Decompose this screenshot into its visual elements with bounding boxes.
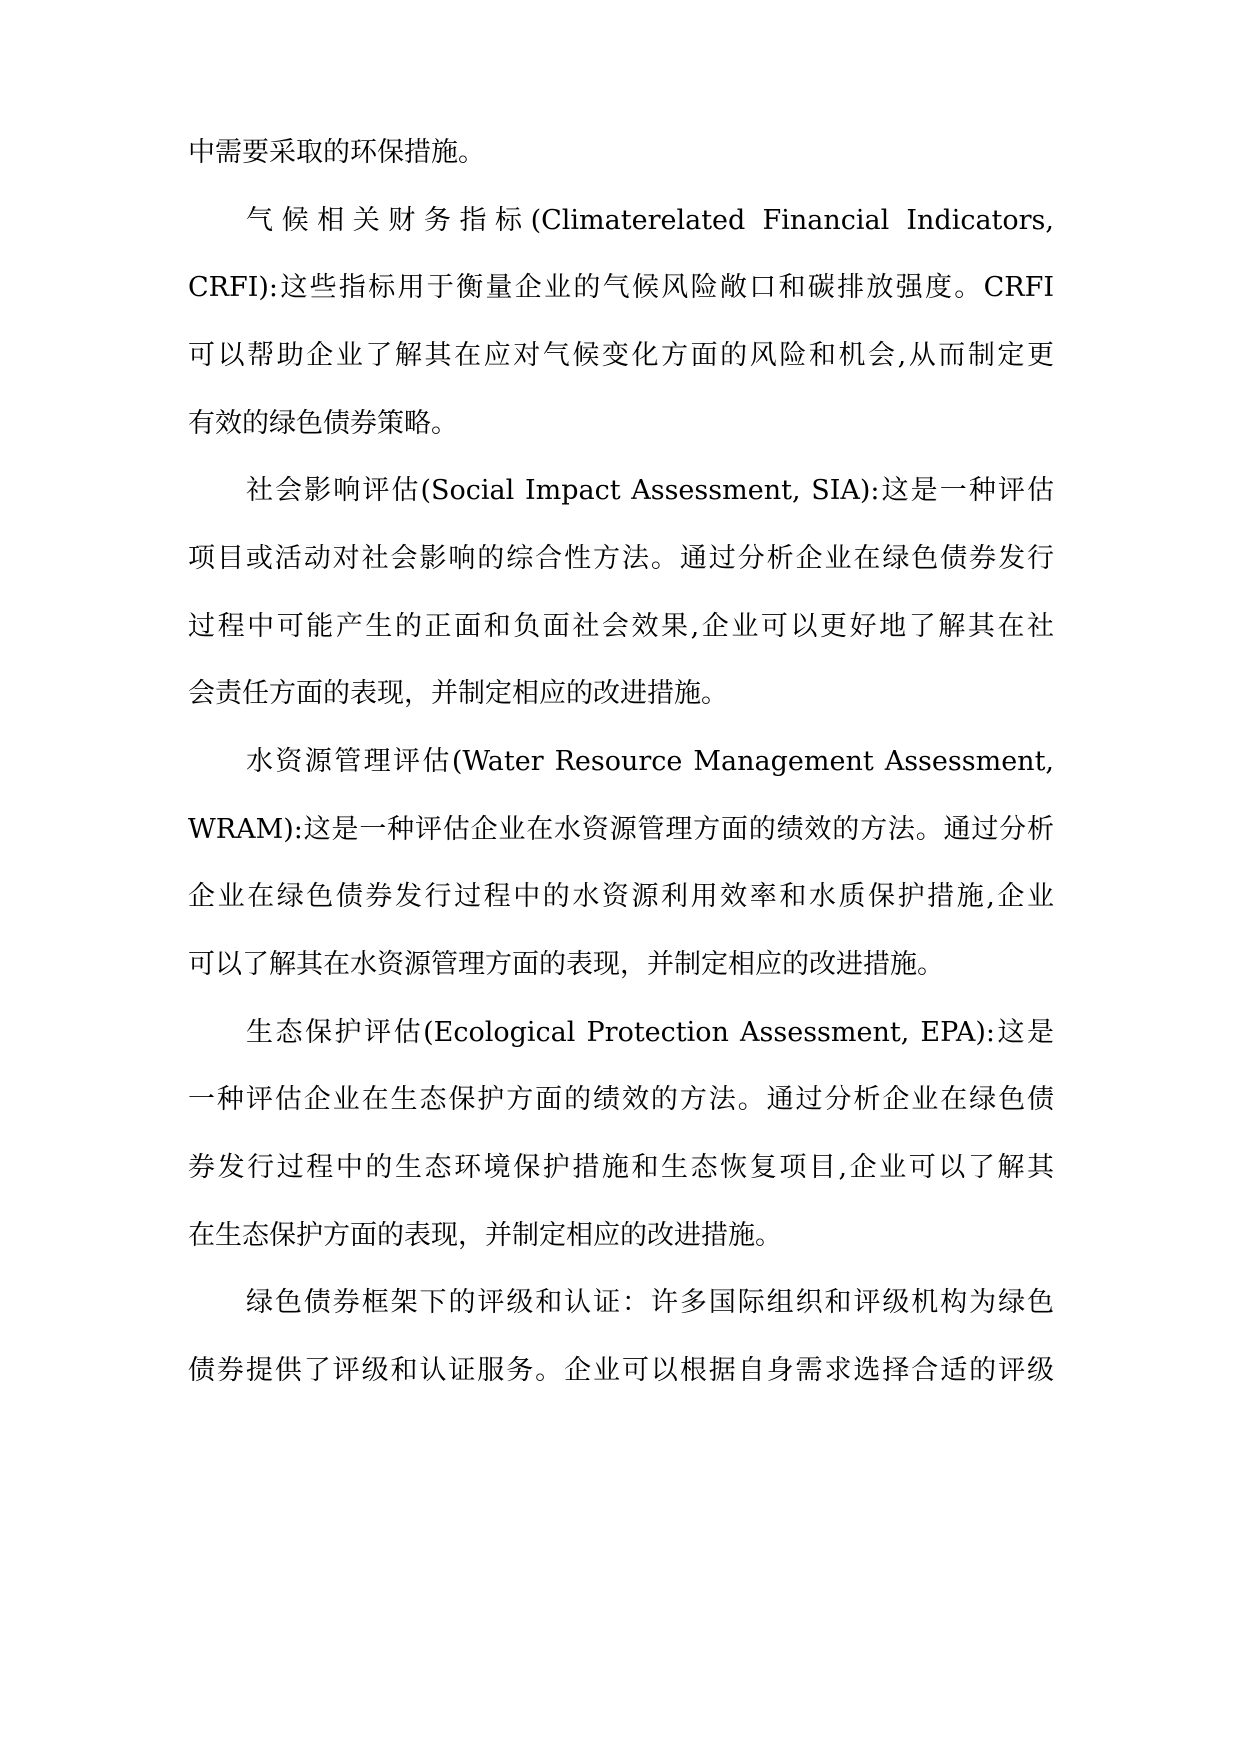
text-line: 生态保护评估(Ecological Protection Assessment, EPA):这是 bbox=[246, 1017, 1054, 1048]
text-line: 会责任方面的表现，并制定相应的改进措施。 bbox=[188, 678, 728, 709]
text-line: 有效的绿色债券策略。 bbox=[188, 408, 458, 439]
text-line: 过程中可能产生的正面和负面社会效果,企业可以更好地了解其在社 bbox=[188, 611, 1054, 642]
text-line: 可以帮助企业了解其在应对气候变化方面的风险和机会,从而制定更 bbox=[188, 340, 1054, 371]
text-line: 水资源管理评估(Water Resource Management Assessment, bbox=[246, 746, 1054, 777]
text-line: 企业在绿色债券发行过程中的水资源利用效率和水质保护措施,企业 bbox=[188, 881, 1054, 912]
text-line: 在生态保护方面的表现，并制定相应的改进措施。 bbox=[188, 1220, 782, 1251]
text-line: CRFI):这些指标用于衡量企业的气候风险敞口和碳排放强度。CRFI bbox=[188, 272, 1054, 303]
text-line: 债券提供了评级和认证服务。企业可以根据自身需求选择合适的评级 bbox=[188, 1355, 1054, 1386]
text-line: 社会影响评估(Social Impact Assessment, SIA):这是一种评估 bbox=[246, 475, 1054, 506]
text-line: WRAM):这是一种评估企业在水资源管理方面的绩效的方法。通过分析 bbox=[188, 814, 1054, 845]
text-line: 可以了解其在水资源管理方面的表现，并制定相应的改进措施。 bbox=[188, 949, 944, 980]
text-line: 气候相关财务指标(Climaterelated Financial Indicators, bbox=[246, 205, 1054, 236]
text-line: 绿色债券框架下的评级和认证：许多国际组织和评级机构为绿色 bbox=[246, 1287, 1054, 1318]
text-line: 券发行过程中的生态环境保护措施和生态恢复项目,企业可以了解其 bbox=[188, 1152, 1054, 1183]
text-line: 项目或活动对社会影响的综合性方法。通过分析企业在绿色债券发行 bbox=[188, 543, 1054, 574]
text-line: 一种评估企业在生态保护方面的绩效的方法。通过分析企业在绿色债 bbox=[188, 1084, 1054, 1115]
text-line: 中需要采取的环保措施。 bbox=[188, 137, 485, 168]
